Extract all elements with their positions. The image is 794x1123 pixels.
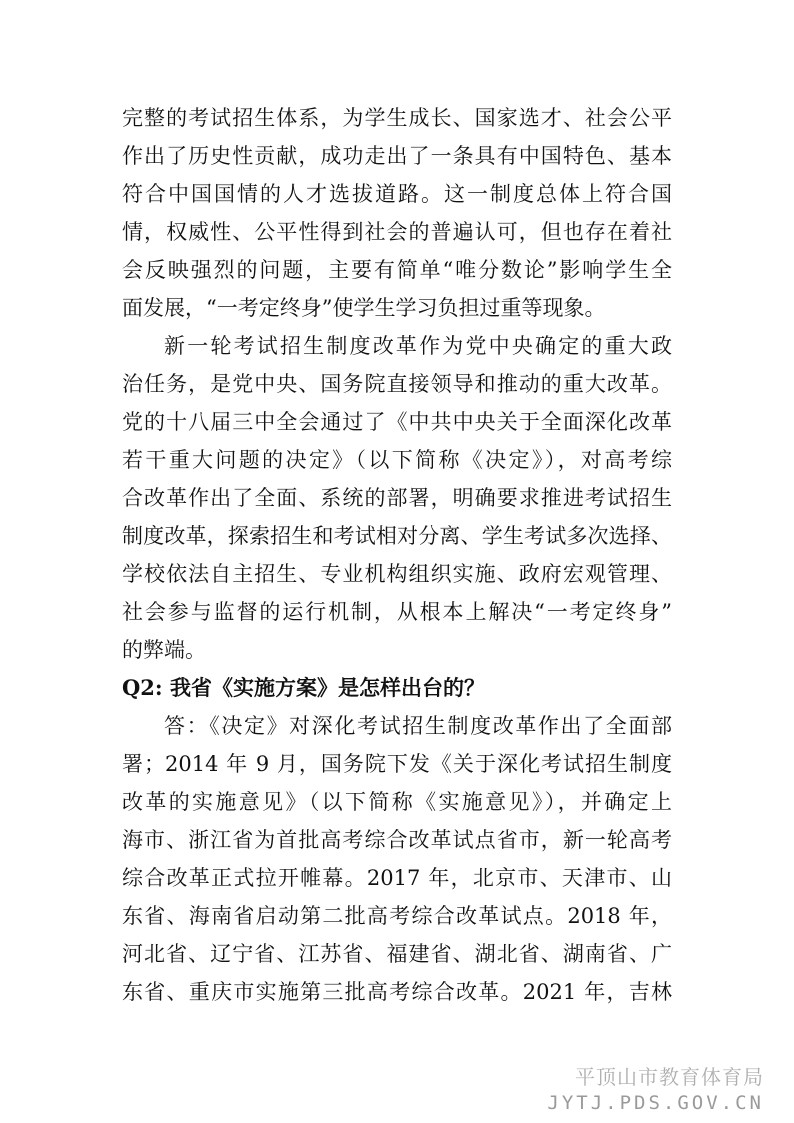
paragraph-line: 面发展，“一考定终身”使学生学习负担过重等现象。 — [122, 296, 606, 320]
paragraph-line: 会反映强烈的问题，主要有简单“唯分数论”影响学生全 — [122, 258, 672, 282]
watermark-org: 平顶山市教育体育局 — [575, 1065, 764, 1089]
paragraph-line: 情，权威性、公平性得到社会的普遍认可，但也存在着社 — [122, 220, 672, 244]
paragraph-line: 治任务，是党中央、国务院直接领导和推动的重大改革。 — [122, 372, 672, 396]
paragraph-line: 东省、重庆市实施第三批高考综合改革。2021 年，吉林 — [122, 980, 672, 1004]
watermark — [547, 1064, 764, 1116]
paragraph-line: 综合改革正式拉开帷幕。2017 年，北京市、天津市、山 — [122, 866, 672, 890]
paragraph-line: 东省、海南省启动第二批高考综合改革试点。2018 年， — [122, 904, 672, 928]
paragraph-line: 制度改革，探索招生和考试相对分离、学生考试多次选择、 — [122, 524, 672, 548]
watermark-url: JYTJ.PDS.GOV.CN — [547, 1092, 764, 1114]
paragraph-line: 海市、浙江省为首批高考综合改革试点省市，新一轮高考 — [122, 828, 672, 852]
paragraph-line: 署；2014 年 9 月，国务院下发《关于深化考试招生制度 — [122, 752, 672, 776]
paragraph-line: 社会参与监督的运行机制，从根本上解决“一考定终身” — [122, 600, 672, 624]
paragraph-line: 完整的考试招生体系，为学生成长、国家选才、社会公平 — [122, 106, 672, 130]
paragraph-line: 合改革作出了全面、系统的部署，明确要求推进考试招生 — [122, 486, 672, 510]
paragraph-line: 改革的实施意见》（以下简称《实施意见》），并确定上 — [122, 790, 672, 814]
paragraph-line: 河北省、辽宁省、江苏省、福建省、湖北省、湖南省、广 — [122, 942, 672, 966]
paragraph-line: 符合中国国情的人才选拔道路。这一制度总体上符合国 — [122, 182, 672, 206]
paragraph-line: 若干重大问题的决定》（以下简称《决定》），对高考综 — [122, 448, 672, 472]
paragraph-line: 新一轮考试招生制度改革作为党中央确定的重大政 — [164, 334, 672, 358]
paragraph-line: 作出了历史性贡献，成功走出了一条具有中国特色、基本 — [122, 144, 672, 168]
paragraph-line: 答：《决定》对深化考试招生制度改革作出了全面部 — [164, 714, 672, 738]
paragraph-line: 党的十八届三中全会通过了《中共中央关于全面深化改革 — [122, 410, 672, 434]
paragraph-line: 的弊端。 — [122, 638, 206, 662]
section-heading: Q2: 我省《实施方案》是怎样出台的？ — [122, 675, 485, 700]
paragraph-line: 学校依法自主招生、专业机构组织实施、政府宏观管理、 — [122, 562, 672, 586]
